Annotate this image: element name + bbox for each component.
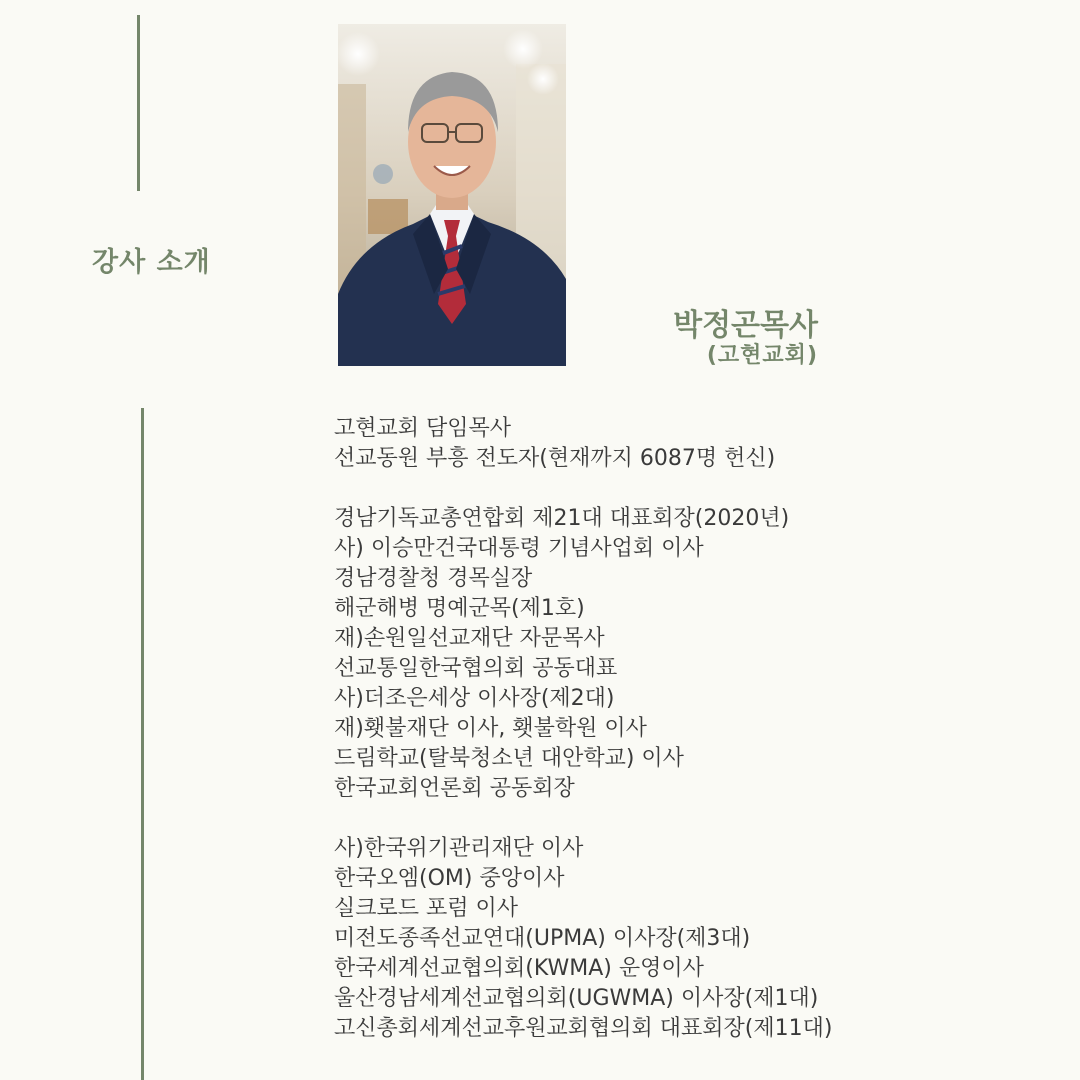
- bio-line: 선교통일한국협의회 공동대표: [334, 656, 618, 681]
- bio-line: 실크로드 포럼 이사: [334, 896, 519, 921]
- bio-line: 경남경찰청 경목실장: [334, 566, 533, 591]
- bio-line: 재)손원일선교재단 자문목사: [334, 626, 605, 651]
- bio-line: 고현교회 담임목사: [334, 416, 512, 441]
- speaker-name: 박정곤목사: [673, 308, 818, 343]
- speaker-church: (고현교회): [706, 343, 818, 368]
- bio-line: 미전도종족선교연대(UPMA) 이사장(제3대): [334, 926, 751, 951]
- bio-line: 울산경남세계선교협의회(UGWMA) 이사장(제1대): [334, 986, 819, 1011]
- bio-group-missions: [334, 834, 1034, 1044]
- speaker-photo: [338, 24, 566, 366]
- bio-group-current: [334, 414, 1034, 474]
- bio-line: 경남기독교총연합회 제21대 대표회장(2020년): [334, 506, 790, 531]
- bio-line: 한국교회언론회 공동회장: [334, 776, 575, 801]
- bio-line: 한국세계선교협의회(KWMA) 운영이사: [334, 956, 704, 981]
- speaker-bio: [334, 414, 1034, 1074]
- section-title: 강사 소개: [92, 247, 211, 278]
- bio-line: 사)한국위기관리재단 이사: [334, 836, 584, 861]
- bio-line: 한국오엠(OM) 중앙이사: [334, 866, 565, 891]
- bio-line: 해군해병 명예군목(제1호): [334, 596, 585, 621]
- bio-line: 드림학교(탈북청소년 대안학교) 이사: [334, 746, 684, 771]
- speaker-portrait-illustration: [338, 24, 566, 366]
- bio-line: 사)더조은세상 이사장(제2대): [334, 686, 615, 711]
- bio-line: 고신총회세계선교후원교회협의회 대표회장(제11대): [334, 1016, 833, 1041]
- decorative-divider-top: [137, 15, 140, 191]
- bio-line: 선교동원 부흥 전도자(현재까지 6087명 헌신): [334, 446, 776, 471]
- bio-line: 사) 이승만건국대통령 기념사업회 이사: [334, 536, 704, 561]
- bio-line: 재)횃불재단 이사, 횃불학원 이사: [334, 716, 647, 741]
- bio-group-positions: [334, 504, 1034, 804]
- decorative-divider-bottom: [141, 408, 144, 1080]
